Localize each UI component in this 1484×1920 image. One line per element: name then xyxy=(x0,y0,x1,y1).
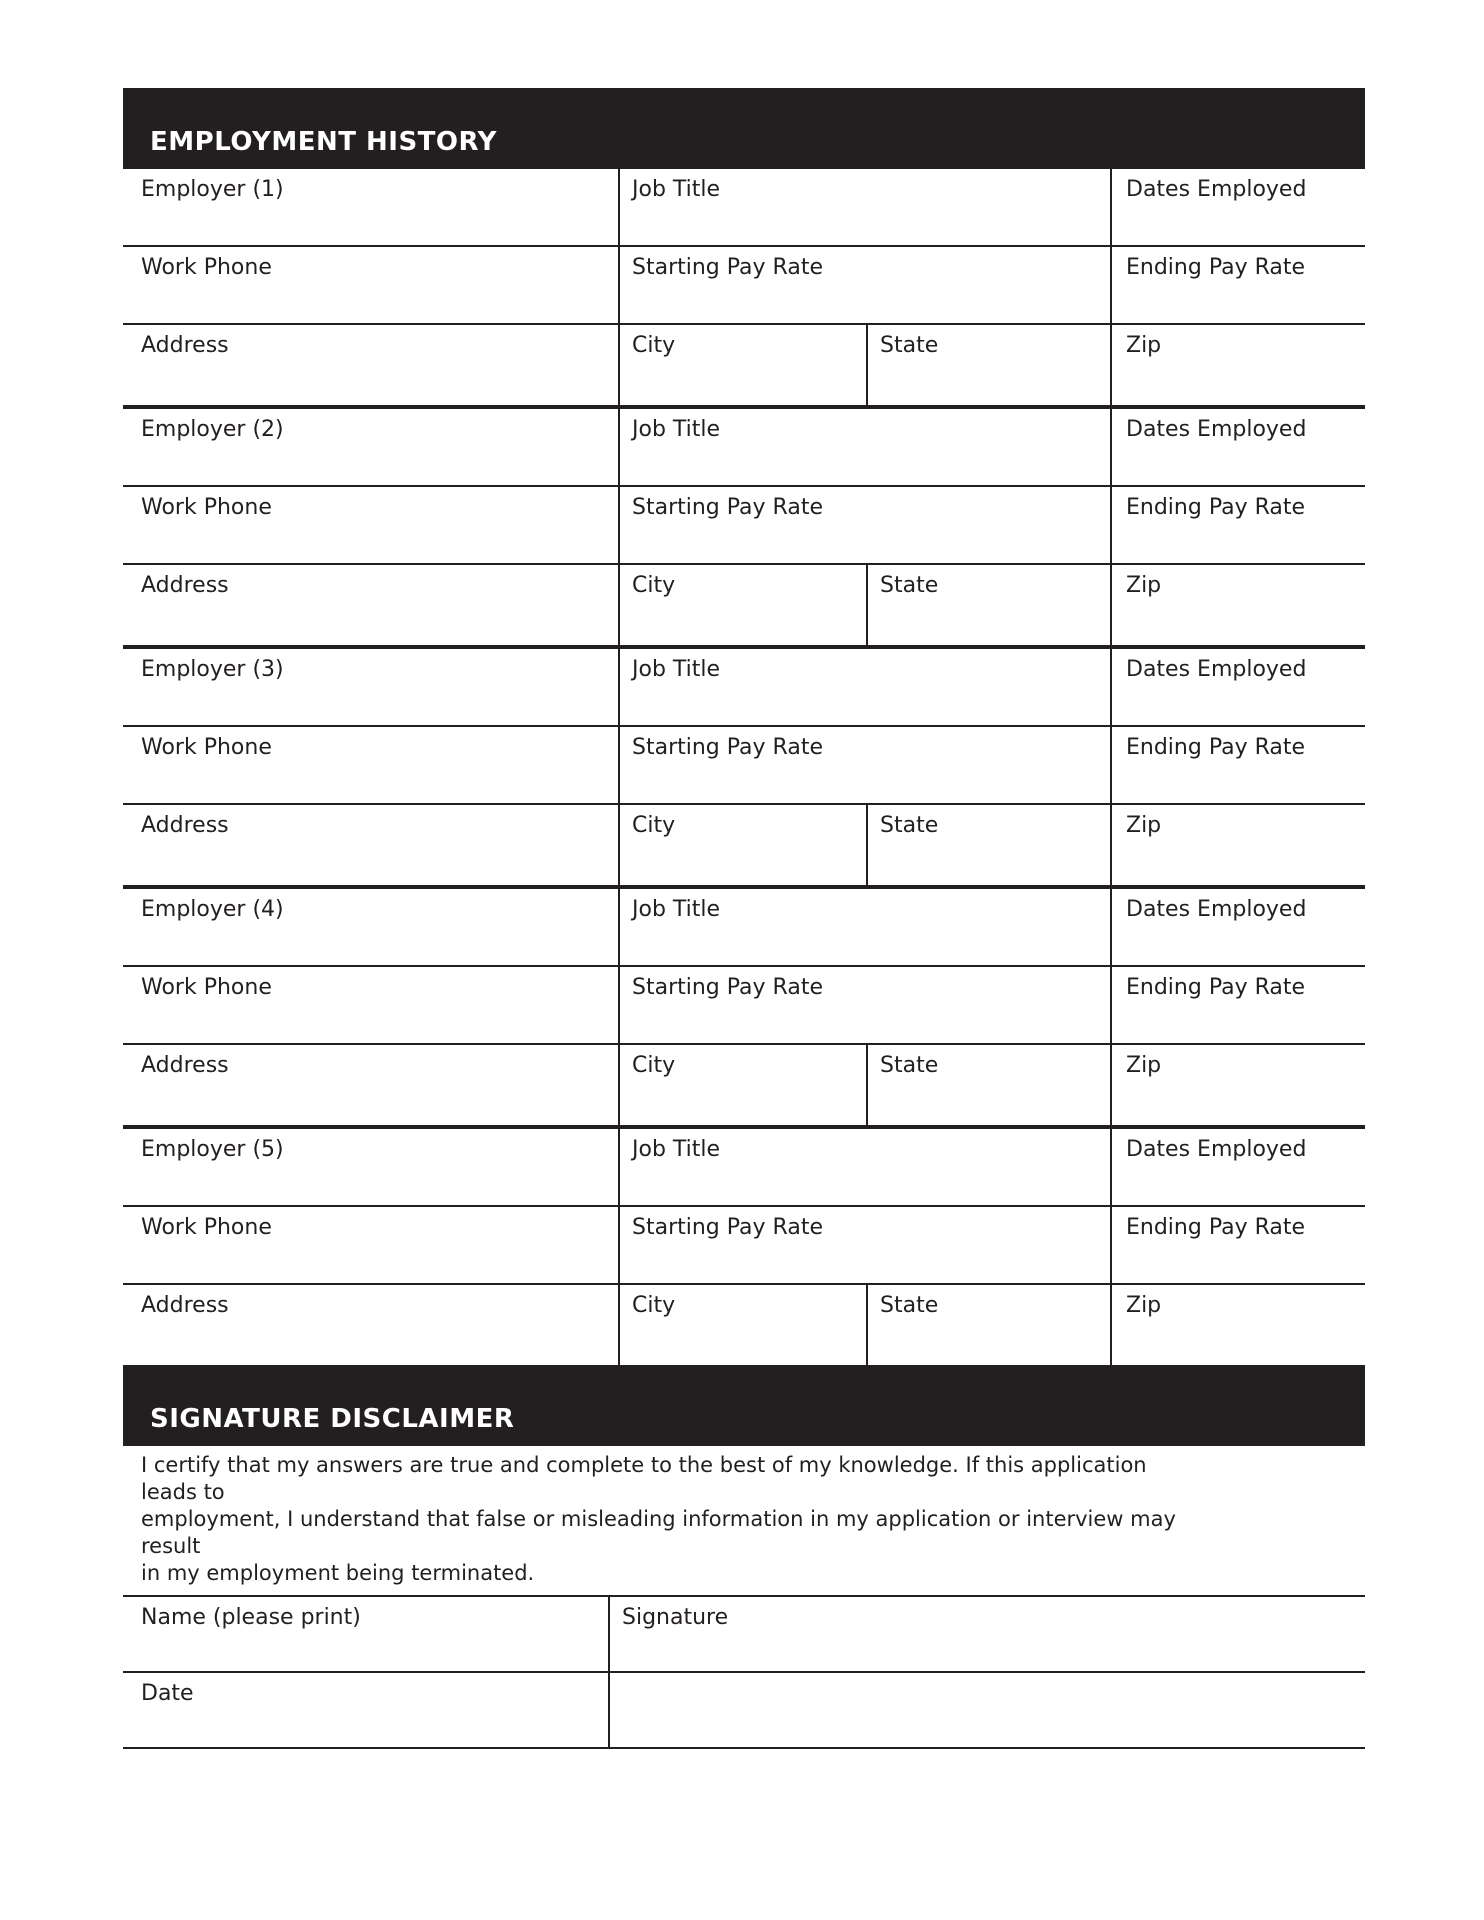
ending-pay-field[interactable] xyxy=(1110,487,1365,563)
address-field[interactable] xyxy=(123,805,618,885)
zip-field-label: Zip xyxy=(1126,573,1162,598)
state-field-label: State xyxy=(880,813,939,838)
zip-field[interactable] xyxy=(1110,1045,1365,1125)
name-field[interactable] xyxy=(123,1597,608,1671)
signature-blank-field[interactable] xyxy=(608,1673,1365,1747)
employer-row-main xyxy=(123,1129,1365,1207)
employer-row-main xyxy=(123,649,1365,727)
address-field[interactable] xyxy=(123,1285,618,1365)
starting-pay-field-label: Starting Pay Rate xyxy=(632,255,823,280)
city-field-label: City xyxy=(632,1293,676,1318)
dates-employed-field[interactable] xyxy=(1110,169,1365,245)
employer-name-field[interactable] xyxy=(123,889,618,965)
work-phone-field-label: Work Phone xyxy=(141,975,272,1000)
dates-employed-field[interactable] xyxy=(1110,409,1365,485)
employer-name-field[interactable] xyxy=(123,649,618,725)
work-phone-field[interactable] xyxy=(123,487,618,563)
zip-field-label: Zip xyxy=(1126,1293,1162,1318)
signature-disclaimer-header xyxy=(123,1365,1365,1446)
dates-employed-field-label: Dates Employed xyxy=(1126,897,1307,922)
employer-name-field-label: Employer (3) xyxy=(141,657,284,682)
city-field[interactable] xyxy=(618,565,866,645)
job-title-field-label: Job Title xyxy=(632,897,721,922)
state-field[interactable] xyxy=(866,1045,1110,1125)
employer-row-main xyxy=(123,409,1365,487)
starting-pay-field-label: Starting Pay Rate xyxy=(632,975,823,1000)
job-title-field-label: Job Title xyxy=(632,657,721,682)
starting-pay-field[interactable] xyxy=(618,967,1110,1043)
job-title-field[interactable] xyxy=(618,169,1110,245)
starting-pay-field[interactable] xyxy=(618,727,1110,803)
address-field[interactable] xyxy=(123,565,618,645)
address-field-label: Address xyxy=(141,573,229,598)
dates-employed-field[interactable] xyxy=(1110,889,1365,965)
employer-row-main xyxy=(123,889,1365,967)
work-phone-field-label: Work Phone xyxy=(141,255,272,280)
zip-field[interactable] xyxy=(1110,805,1365,885)
signature-row-date xyxy=(123,1673,1365,1749)
ending-pay-field-label: Ending Pay Rate xyxy=(1126,495,1306,520)
ending-pay-field-label: Ending Pay Rate xyxy=(1126,975,1306,1000)
starting-pay-field[interactable] xyxy=(618,1207,1110,1283)
disclaimer-text-line: employment, I understand that false or misleading information in my application or interview may result xyxy=(141,1507,1176,1558)
disclaimer-text-block xyxy=(123,1446,1365,1597)
employer-row-main xyxy=(123,169,1365,247)
zip-field[interactable] xyxy=(1110,325,1365,405)
state-field-label: State xyxy=(880,573,939,598)
dates-employed-field-label: Dates Employed xyxy=(1126,177,1307,202)
state-field[interactable] xyxy=(866,805,1110,885)
ending-pay-field-label: Ending Pay Rate xyxy=(1126,735,1306,760)
state-field[interactable] xyxy=(866,1285,1110,1365)
ending-pay-field-label: Ending Pay Rate xyxy=(1126,1215,1306,1240)
zip-field[interactable] xyxy=(1110,565,1365,645)
disclaimer-text-line: I certify that my answers are true and complete to the best of my knowledge. If this application leads to xyxy=(141,1453,1147,1504)
job-title-field[interactable] xyxy=(618,409,1110,485)
disclaimer-text-line: in my employment being terminated. xyxy=(141,1561,535,1585)
employer-name-field[interactable] xyxy=(123,169,618,245)
employer-row-address xyxy=(123,565,1365,649)
starting-pay-field-label: Starting Pay Rate xyxy=(632,495,823,520)
zip-field-label: Zip xyxy=(1126,813,1162,838)
city-field-label: City xyxy=(632,573,676,598)
employer-row-pay xyxy=(123,247,1365,325)
job-title-field[interactable] xyxy=(618,649,1110,725)
city-field[interactable] xyxy=(618,1045,866,1125)
starting-pay-field[interactable] xyxy=(618,487,1110,563)
employer-row-address xyxy=(123,1045,1365,1129)
application-page xyxy=(123,88,1365,1749)
city-field-label: City xyxy=(632,333,676,358)
signature-label: Signature xyxy=(622,1605,729,1630)
job-title-field-label: Job Title xyxy=(632,417,721,442)
signature-row-name xyxy=(123,1597,1365,1673)
work-phone-field-label: Work Phone xyxy=(141,1215,272,1240)
city-field-label: City xyxy=(632,813,676,838)
employer-row-pay xyxy=(123,727,1365,805)
employment-history-header xyxy=(123,88,1365,169)
employer-name-field-label: Employer (4) xyxy=(141,897,284,922)
ending-pay-field[interactable] xyxy=(1110,727,1365,803)
work-phone-field[interactable] xyxy=(123,1207,618,1283)
employment-history-grid xyxy=(123,169,1365,1365)
employer-row-pay xyxy=(123,487,1365,565)
ending-pay-field[interactable] xyxy=(1110,967,1365,1043)
address-field[interactable] xyxy=(123,1045,618,1125)
work-phone-field-label: Work Phone xyxy=(141,495,272,520)
address-field-label: Address xyxy=(141,1053,229,1078)
address-field-label: Address xyxy=(141,1293,229,1318)
employer-name-field-label: Employer (2) xyxy=(141,417,284,442)
date-label: Date xyxy=(141,1681,194,1706)
signature-grid xyxy=(123,1597,1365,1749)
dates-employed-field[interactable] xyxy=(1110,649,1365,725)
state-field[interactable] xyxy=(866,325,1110,405)
employer-name-field-label: Employer (5) xyxy=(141,1137,284,1162)
job-title-field-label: Job Title xyxy=(632,1137,721,1162)
employer-name-field-label: Employer (1) xyxy=(141,177,284,202)
zip-field-label: Zip xyxy=(1126,333,1162,358)
state-field[interactable] xyxy=(866,565,1110,645)
job-title-field[interactable] xyxy=(618,889,1110,965)
city-field[interactable] xyxy=(618,325,866,405)
city-field-label: City xyxy=(632,1053,676,1078)
ending-pay-field[interactable] xyxy=(1110,1207,1365,1283)
employer-name-field[interactable] xyxy=(123,409,618,485)
signature-disclaimer-title: SIGNATURE DISCLAIMER xyxy=(150,1404,515,1434)
employer-row-address xyxy=(123,805,1365,889)
work-phone-field[interactable] xyxy=(123,967,618,1043)
work-phone-field[interactable] xyxy=(123,247,618,323)
ending-pay-field-label: Ending Pay Rate xyxy=(1126,255,1306,280)
dates-employed-field[interactable] xyxy=(1110,1129,1365,1205)
date-field[interactable] xyxy=(123,1673,608,1747)
employer-row-pay xyxy=(123,967,1365,1045)
dates-employed-field-label: Dates Employed xyxy=(1126,1137,1307,1162)
city-field[interactable] xyxy=(618,805,866,885)
name-label: Name (please print) xyxy=(141,1605,361,1630)
starting-pay-field-label: Starting Pay Rate xyxy=(632,735,823,760)
signature-field[interactable] xyxy=(608,1597,1365,1671)
employer-row-address xyxy=(123,1285,1365,1365)
starting-pay-field-label: Starting Pay Rate xyxy=(632,1215,823,1240)
employer-row-pay xyxy=(123,1207,1365,1285)
dates-employed-field-label: Dates Employed xyxy=(1126,657,1307,682)
employment-history-title: EMPLOYMENT HISTORY xyxy=(150,127,497,157)
zip-field-label: Zip xyxy=(1126,1053,1162,1078)
dates-employed-field-label: Dates Employed xyxy=(1126,417,1307,442)
address-field[interactable] xyxy=(123,325,618,405)
address-field-label: Address xyxy=(141,333,229,358)
work-phone-field[interactable] xyxy=(123,727,618,803)
zip-field[interactable] xyxy=(1110,1285,1365,1365)
employer-row-address xyxy=(123,325,1365,409)
state-field-label: State xyxy=(880,1053,939,1078)
address-field-label: Address xyxy=(141,813,229,838)
job-title-field[interactable] xyxy=(618,1129,1110,1205)
work-phone-field-label: Work Phone xyxy=(141,735,272,760)
city-field[interactable] xyxy=(618,1285,866,1365)
employer-name-field[interactable] xyxy=(123,1129,618,1205)
ending-pay-field[interactable] xyxy=(1110,247,1365,323)
starting-pay-field[interactable] xyxy=(618,247,1110,323)
job-title-field-label: Job Title xyxy=(632,177,721,202)
state-field-label: State xyxy=(880,333,939,358)
state-field-label: State xyxy=(880,1293,939,1318)
